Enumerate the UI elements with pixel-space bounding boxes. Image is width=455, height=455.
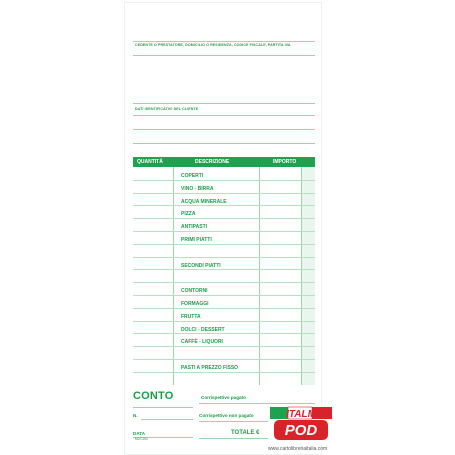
column-amount: IMPORTO xyxy=(273,159,297,165)
client-line-2 xyxy=(133,129,315,130)
table-row-line xyxy=(133,321,315,322)
table-row-line xyxy=(133,359,315,360)
description-divider xyxy=(259,167,260,385)
item-label: CONTORNI xyxy=(181,288,208,295)
table-row-line xyxy=(133,295,315,296)
number-label: N. xyxy=(133,413,138,418)
cents-divider xyxy=(301,167,302,385)
issuer-note: CEDENTE O PRESTATORE, DOMICILIO O RESIDENZA, CODICE FISCALE, PARTITA IVA xyxy=(135,43,291,47)
item-label: SECONDI PIATTI xyxy=(181,262,221,269)
item-label: CAFFÈ - LIQUORI xyxy=(181,339,223,346)
total-label: TOTALE € xyxy=(231,430,260,436)
quantity-divider xyxy=(173,167,174,385)
client-line-3 xyxy=(133,143,315,144)
items-table-header xyxy=(133,157,315,167)
item-label: FORMAGGI xyxy=(181,301,209,307)
table-row-line xyxy=(133,257,315,258)
table-row-line xyxy=(133,231,315,232)
table-row-line xyxy=(133,372,315,373)
item-label: PRIMI PIATTI xyxy=(181,237,212,243)
item-label: PIZZA xyxy=(181,211,196,218)
column-description: DESCRIZIONE xyxy=(195,159,230,165)
issuer-line-1 xyxy=(133,55,315,56)
item-label: COPERTI xyxy=(181,173,204,179)
item-label: ANTIPASTI xyxy=(181,224,208,231)
unpaid-label: Corrispettivo non pagato xyxy=(199,413,254,418)
table-row-line xyxy=(133,308,315,309)
table-row-line xyxy=(133,333,315,334)
table-row-line xyxy=(133,346,315,347)
svg-text:POD: POD xyxy=(284,422,318,439)
item-label: VINO - BIRRA xyxy=(181,185,214,192)
table-row-line xyxy=(133,180,315,181)
conto-title: CONTO xyxy=(133,390,174,402)
brand-logo xyxy=(268,404,334,444)
column-quantity: QUANTITÀ xyxy=(137,159,163,165)
items-table-body xyxy=(133,167,315,385)
item-label: PASTI A PREZZO FISSO xyxy=(181,365,239,371)
model-code: M2/C200 xyxy=(135,437,148,441)
conto-rule xyxy=(133,407,193,408)
cents-column-shade xyxy=(301,167,315,385)
table-row-line xyxy=(133,269,315,270)
website-url: www.cartolibreriaitalia.com xyxy=(268,446,328,452)
item-label: DOLCI - DESSERT xyxy=(181,326,225,333)
item-label: FRUTTA xyxy=(181,313,201,320)
top-rule xyxy=(133,41,315,42)
table-row-line xyxy=(133,282,315,283)
table-row-line xyxy=(133,218,315,219)
table-row-line xyxy=(133,193,315,194)
svg-text:ITALM: ITALM xyxy=(286,409,316,420)
number-line xyxy=(141,419,193,420)
client-note: DATI IDENTIFICATIVI DEL CLIENTE xyxy=(135,107,199,111)
client-line-1 xyxy=(133,115,315,116)
paid-label: Corrispettivo pagato xyxy=(201,395,246,400)
date-label: DATA xyxy=(133,431,146,436)
item-label: ACQUA MINERALE xyxy=(181,198,227,205)
receipt-form xyxy=(124,2,322,455)
table-row-line xyxy=(133,244,315,245)
table-row-line xyxy=(133,205,315,206)
issuer-line-2 xyxy=(133,103,315,104)
